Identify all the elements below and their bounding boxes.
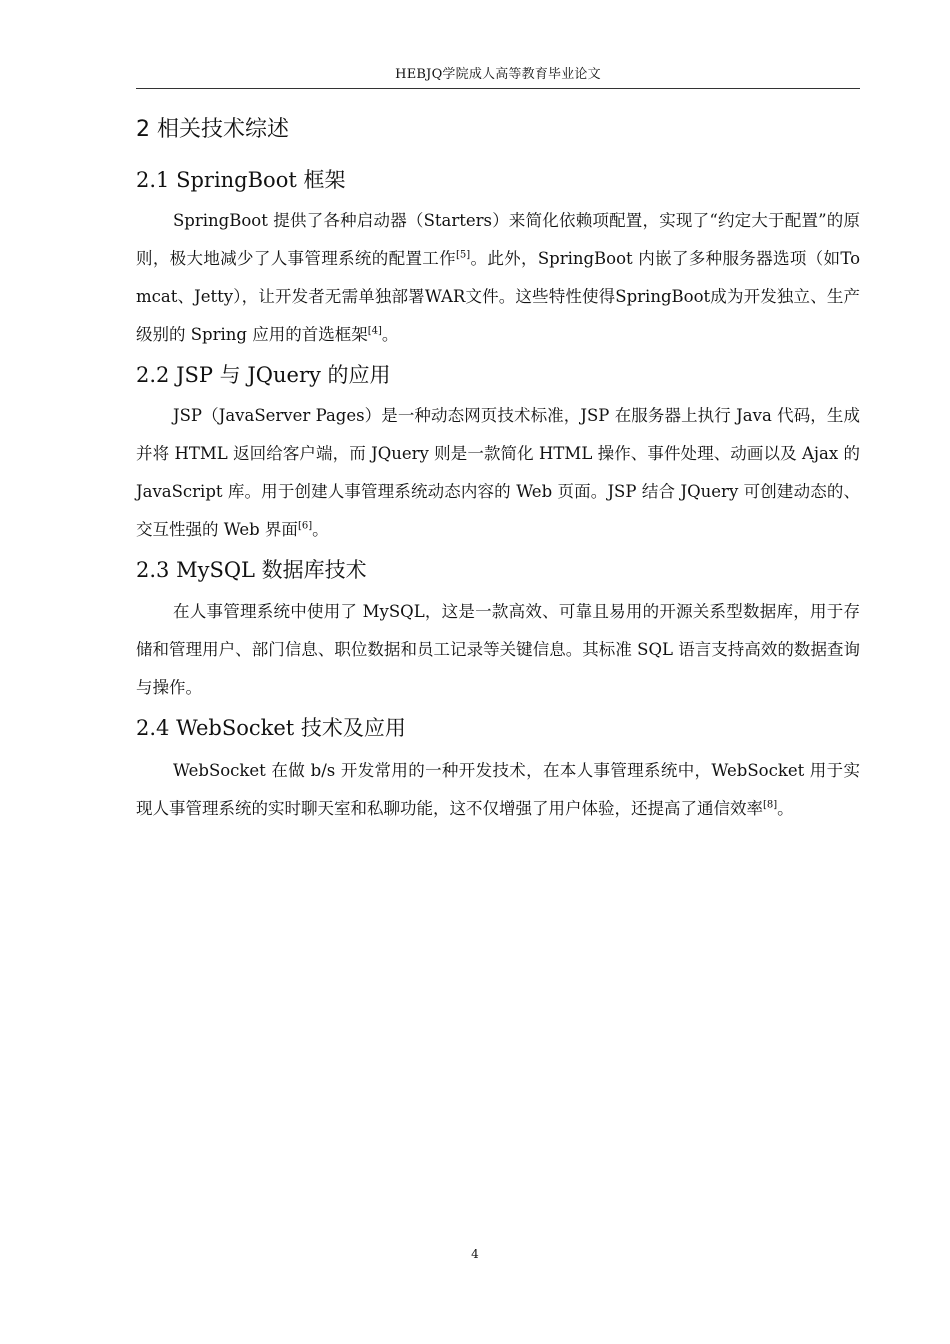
paragraph-text: WebSocket 在做 b/s 开发常用的一种开发技术，在本人事管理系统中，WebSocket 用于实现人事管理系统的实时聊天室和私聊功能，这不仅增强了用户体验，还提高了通信效率	[136, 761, 860, 818]
paragraph-text: SpringBoot 提供了各种启动器（Starters）来简化依赖项配置，实现了“约定大于配置”的原则，极大地减少了人事管理系统的配置工作	[136, 211, 860, 268]
citation-ref: [8]	[763, 799, 778, 811]
paragraph-text: 。此外，SpringBoot 内嵌了多种服务器选项（如Tomcat、Jetty），让开发者无需单独部署WAR文件。这些特性使得SpringBoot成为开发独立、生产级别的 Spring 应用的首选框架	[136, 249, 861, 344]
section-paragraph-2-3	[136, 593, 860, 707]
paragraph-text: JSP（JavaServer Pages）是一种动态网页技术标准，JSP 在服务器上执行 Java 代码，生成并将 HTML 返回给客户端，而 JQuery 则是一款简化 HTML 操作、事件处理、动画以及 Ajax 的 JavaScript 库。用于创建人事管理系统动态内容的 Web 页面。JSP 结合 JQuery 可创建动态的、交互性强的 Web 界面	[136, 406, 860, 539]
chapter-title: 2 相关技术综述	[136, 117, 289, 142]
section-title-2-4: 2.4 WebSocket 技术及应用	[136, 716, 406, 740]
page-number: 4	[471, 1247, 479, 1261]
citation-ref: [5]	[455, 249, 471, 261]
citation-ref: [6]	[297, 520, 313, 532]
paragraph-text: 在人事管理系统中使用了 MySQL，这是一款高效、可靠且易用的开源关系型数据库，用于存储和管理用户、部门信息、职位数据和员工记录等关键信息。其标准 SQL 语言支持高效的数据查询与操作。	[136, 602, 860, 697]
citation-ref: [4]	[367, 325, 382, 337]
header-rule	[136, 88, 860, 89]
paragraph-text: 。	[312, 520, 329, 539]
section-title-2-1: 2.1 SpringBoot 框架	[136, 168, 346, 192]
section-paragraph-2-4	[136, 752, 860, 828]
section-paragraph-2-1	[136, 202, 860, 354]
running-header: HEBJQ学院成人高等教育毕业论文	[395, 67, 601, 82]
section-title-2-2: 2.2 JSP 与 JQuery 的应用	[136, 363, 391, 387]
paragraph-text: 。	[381, 325, 399, 344]
section-title-2-3: 2.3 MySQL 数据库技术	[136, 558, 367, 582]
section-paragraph-2-2	[136, 397, 860, 549]
paragraph-text: 。	[777, 799, 794, 818]
